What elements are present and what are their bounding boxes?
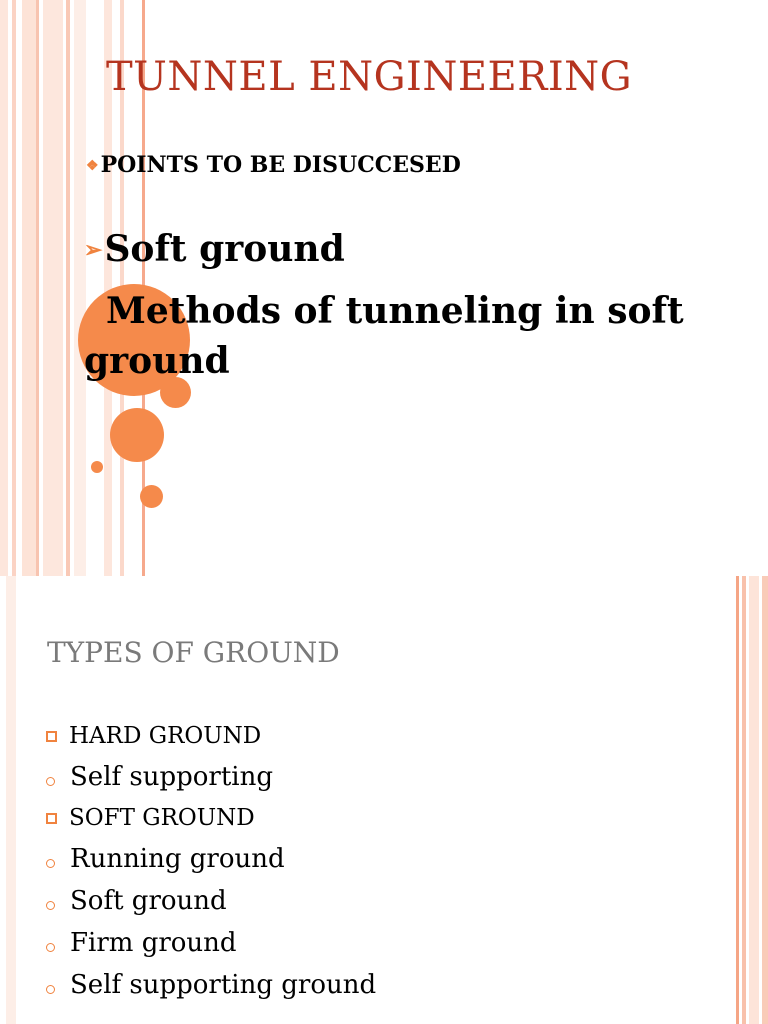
arrow-bullet-icon: ➢ xyxy=(84,237,103,263)
slide-1-title: TUNNEL ENGINEERING xyxy=(106,54,633,100)
decor-circle xyxy=(110,408,164,462)
slide-2 xyxy=(0,576,768,1024)
list-item-text: Self supporting ground xyxy=(70,970,377,1000)
decor-stripe xyxy=(736,576,739,1024)
point-soft-ground-text: Soft ground xyxy=(104,228,345,270)
decor-stripe xyxy=(36,0,39,576)
point-methods-text: Methods of tunneling in soft ground xyxy=(84,290,684,382)
list-item-text: Firm ground xyxy=(70,928,237,958)
square-bullet-icon xyxy=(46,813,57,824)
list-item xyxy=(44,964,704,1006)
circle-bullet-icon xyxy=(46,943,55,952)
decor-stripe xyxy=(22,0,36,576)
list-item-text: HARD GROUND xyxy=(69,723,262,749)
circle-bullet-icon xyxy=(46,859,55,868)
list-item xyxy=(44,756,704,798)
ground-types-list xyxy=(44,716,704,1006)
list-item xyxy=(44,880,704,922)
list-item-text: Soft ground xyxy=(70,886,227,916)
slide-2-title: TYPES OF GROUND xyxy=(47,636,340,669)
list-item xyxy=(44,716,704,756)
list-item-text: SOFT GROUND xyxy=(69,805,255,831)
decor-stripe xyxy=(12,0,16,576)
circle-bullet-icon xyxy=(46,985,55,994)
point-methods xyxy=(84,286,744,386)
decor-stripe xyxy=(43,0,63,576)
list-item xyxy=(44,838,704,880)
square-bullet-icon xyxy=(46,731,57,742)
list-item xyxy=(44,922,704,964)
points-heading-text: POINTS TO BE DISUCCESED xyxy=(100,152,461,178)
list-item-text: Self supporting xyxy=(70,762,274,792)
list-item xyxy=(44,798,704,838)
decor-stripe xyxy=(749,576,759,1024)
decor-stripe xyxy=(66,0,70,576)
list-item-text: Running ground xyxy=(70,844,285,874)
decor-stripe xyxy=(0,0,8,576)
diamond-bullet-icon: ❖ xyxy=(86,158,99,174)
decor-circle xyxy=(140,485,163,508)
decor-stripe xyxy=(762,576,768,1024)
decor-stripe xyxy=(742,576,746,1024)
circle-bullet-icon xyxy=(46,901,55,910)
points-heading xyxy=(86,152,461,178)
decor-stripe xyxy=(6,576,16,1024)
decor-circle xyxy=(91,461,103,473)
circle-bullet-icon xyxy=(46,777,55,786)
point-soft-ground xyxy=(84,228,345,270)
